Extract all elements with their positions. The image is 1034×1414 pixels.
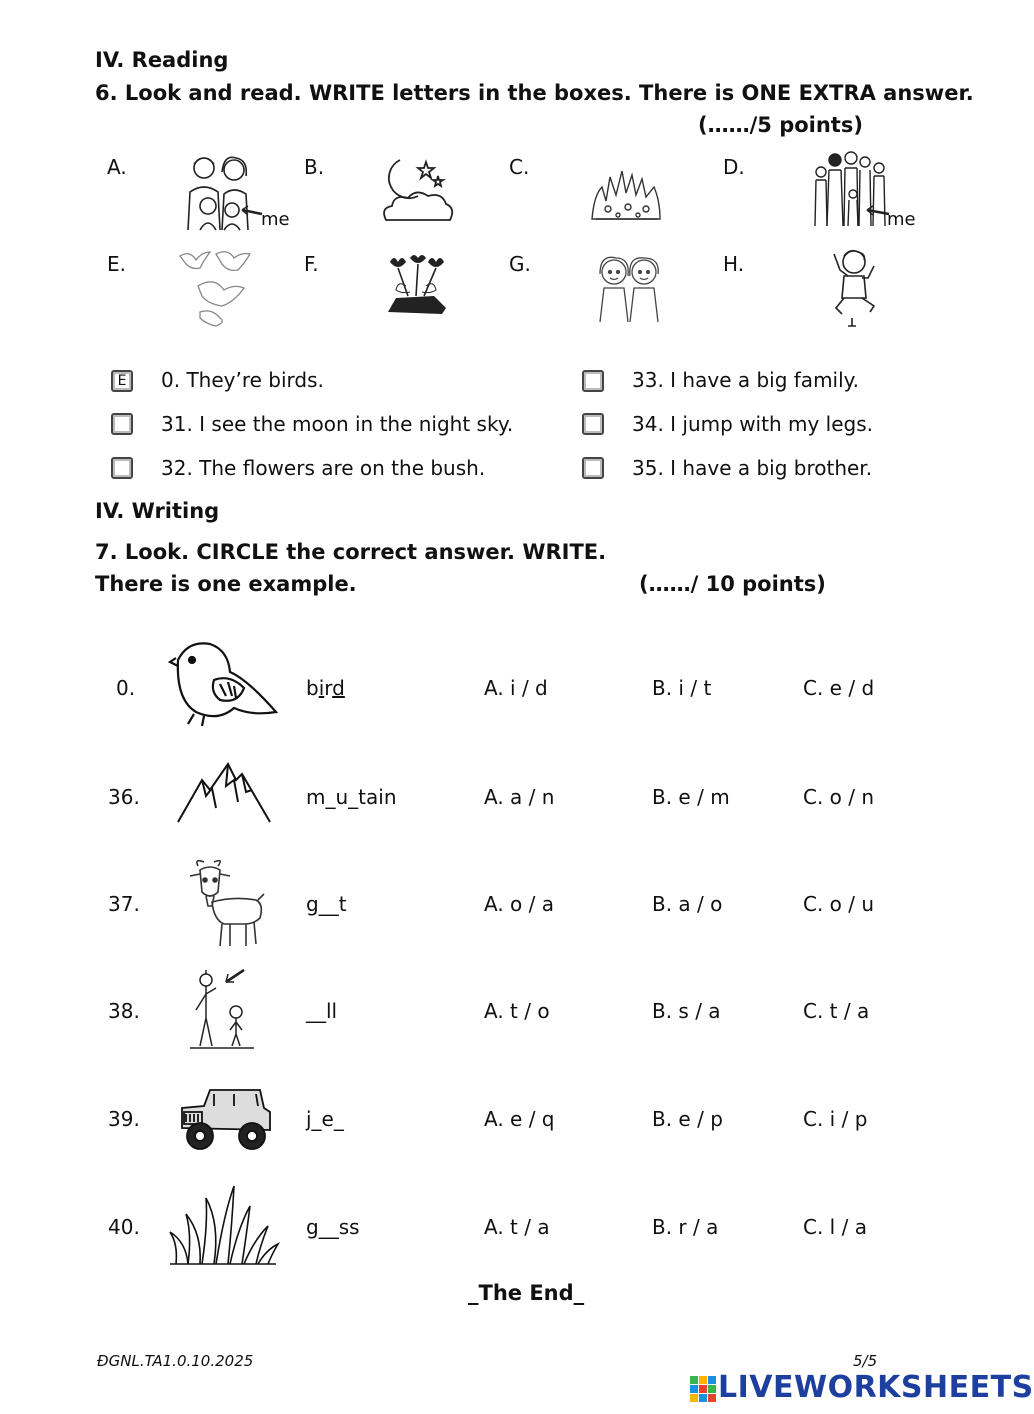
choice-b: B. i / t <box>652 676 712 700</box>
row-number: 0. <box>116 676 136 700</box>
option-label-c: C. <box>509 155 530 179</box>
reading-points: (……/5 points) <box>698 113 863 137</box>
option-label-e: E. <box>107 252 126 276</box>
word-blank: g__t <box>306 892 347 916</box>
word-blank: g__ss <box>306 1215 360 1239</box>
choice-a[interactable]: A. t / o <box>484 999 550 1023</box>
choice-c: C. e / d <box>803 676 875 700</box>
option-label-b: B. <box>304 155 325 179</box>
word-blank: __ll <box>306 999 338 1023</box>
choice-b[interactable]: B. s / a <box>652 999 721 1023</box>
choice-c[interactable]: C. t / a <box>803 999 870 1023</box>
choice-a[interactable]: A. t / a <box>484 1215 550 1239</box>
big-family-image <box>811 150 891 230</box>
sentence-34: 34. I jump with my legs. <box>632 412 873 436</box>
row-number: 38. <box>108 999 140 1023</box>
choice-b[interactable]: B. a / o <box>652 892 723 916</box>
choice-b[interactable]: B. e / p <box>652 1107 723 1131</box>
liveworksheets-brand[interactable]: LIVEWORKSHEETS <box>718 1370 1034 1405</box>
sentence-33: 33. I have a big family. <box>632 368 860 392</box>
choice-c[interactable]: C. l / a <box>803 1215 867 1239</box>
choice-a[interactable]: A. a / n <box>484 785 555 809</box>
footer-code: ĐGNL.TA1.0.10.2025 <box>97 1352 254 1370</box>
sentence-35: 35. I have a big brother. <box>632 456 873 480</box>
choice-c[interactable]: C. i / p <box>803 1107 868 1131</box>
choice-c[interactable]: C. o / n <box>803 785 875 809</box>
option-label-g: G. <box>509 252 531 276</box>
choice-b[interactable]: B. e / m <box>652 785 730 809</box>
option-label-f: F. <box>304 252 319 276</box>
answer-box-31[interactable] <box>111 413 133 435</box>
option-label-h: H. <box>723 252 745 276</box>
bird-image <box>168 640 280 728</box>
answer-box-32[interactable] <box>111 457 133 479</box>
girls-image <box>592 252 666 324</box>
option-label-d: D. <box>723 155 745 179</box>
example-word-part: b <box>306 676 319 700</box>
choice-a[interactable]: A. e / q <box>484 1107 555 1131</box>
answer-box-0: E <box>111 370 133 392</box>
moon-image <box>378 156 456 226</box>
word-blank: j_e_ <box>306 1107 344 1131</box>
sentence-31: 31. I see the moon in the night sky. <box>161 412 514 436</box>
row-number: 36. <box>108 785 140 809</box>
jumping-boy-image <box>830 248 882 328</box>
answer-box-34[interactable] <box>582 413 604 435</box>
tall-person-image <box>186 966 258 1050</box>
word-blank: m_u_tain <box>306 785 397 809</box>
choice-b[interactable]: B. r / a <box>652 1215 719 1239</box>
row-number: 39. <box>108 1107 140 1131</box>
writing-example-note: There is one example. <box>95 572 357 596</box>
example-word <box>306 676 345 700</box>
jeep-image <box>174 1084 274 1152</box>
liveworksheets-logo-icon <box>690 1376 716 1402</box>
writing-points: (……/ 10 points) <box>639 572 826 596</box>
choice-a: A. i / d <box>484 676 548 700</box>
example-word-filled-letter: d <box>332 676 345 700</box>
me-label-d: me <box>887 209 916 230</box>
writing-instruction: 7. Look. CIRCLE the correct answer. WRITE. <box>95 540 607 564</box>
end-text: _The End_ <box>468 1281 585 1305</box>
mountain-image <box>176 762 272 824</box>
answer-box-35[interactable] <box>582 457 604 479</box>
small-family-image <box>176 150 266 232</box>
row-number: 37. <box>108 892 140 916</box>
row-number: 40. <box>108 1215 140 1239</box>
birds-image <box>176 246 254 328</box>
sentence-0: 0. They’re birds. <box>161 368 324 392</box>
answer-box-33[interactable] <box>582 370 604 392</box>
reading-heading: IV. Reading <box>95 48 229 72</box>
choice-c[interactable]: C. o / u <box>803 892 875 916</box>
sentence-32: 32. The flowers are on the bush. <box>161 456 486 480</box>
option-label-a: A. <box>107 155 127 179</box>
example-word-part: r <box>324 676 333 700</box>
choice-a[interactable]: A. o / a <box>484 892 554 916</box>
example-word-filled-letter: i <box>318 676 325 700</box>
goat-image <box>184 858 266 948</box>
bush-image <box>588 165 664 221</box>
grass-image <box>168 1184 280 1266</box>
flowers-image <box>384 252 448 316</box>
footer-page: 5/5 <box>853 1352 878 1370</box>
reading-instruction: 6. Look and read. WRITE letters in the boxes. There is ONE EXTRA answer. <box>95 81 974 105</box>
me-label-a: me <box>261 209 290 230</box>
writing-heading: IV. Writing <box>95 499 220 523</box>
